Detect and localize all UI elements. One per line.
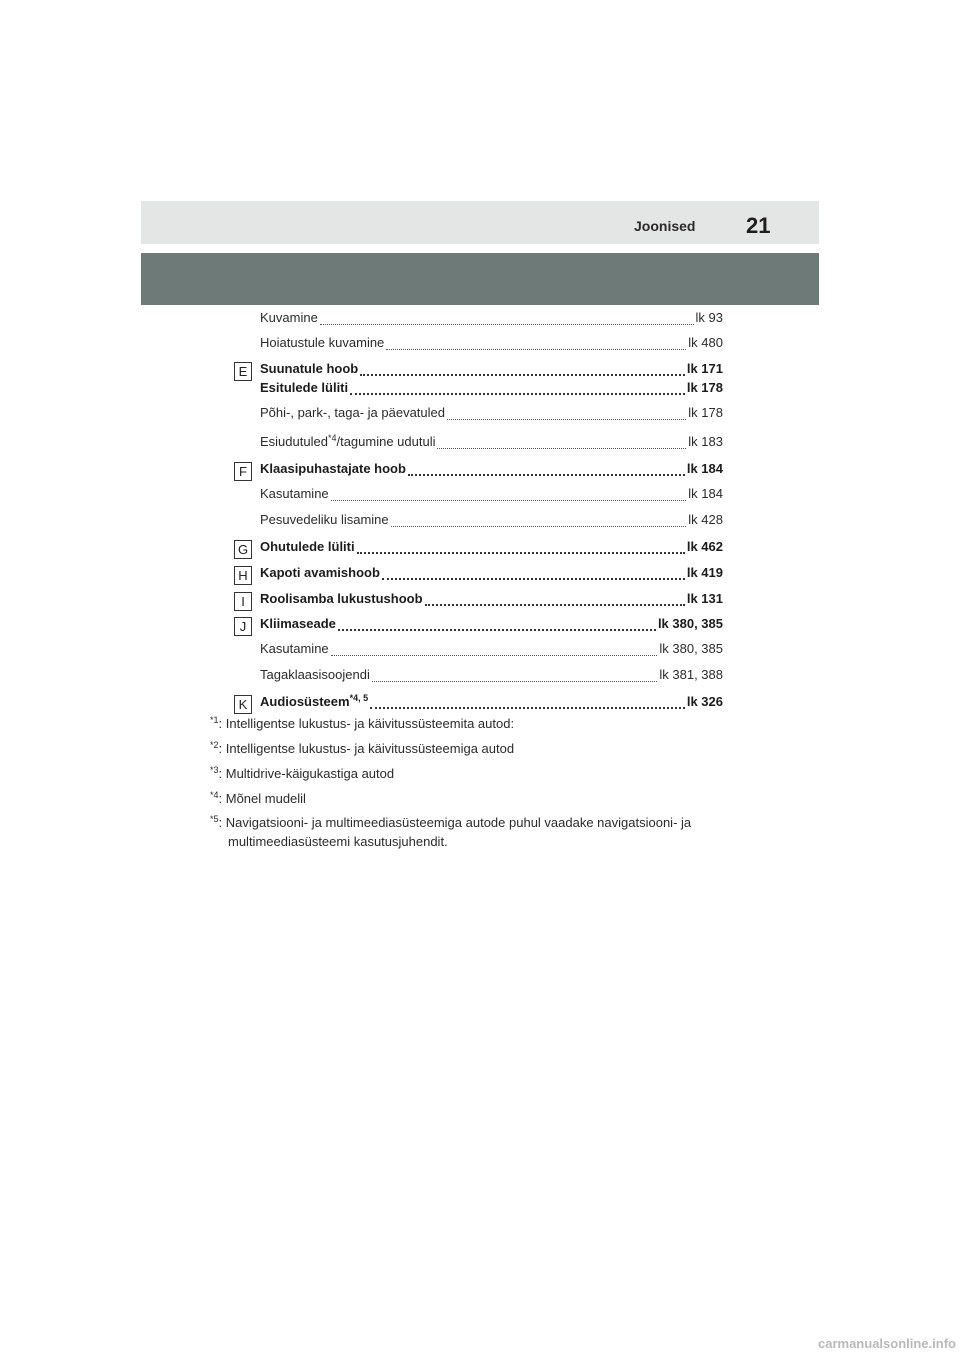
toc-entry-page: lk 93 [695,310,723,325]
footnote-mark: *1 [210,715,219,725]
dot-leader [331,655,658,656]
toc-entry-label [260,512,389,527]
callout-letter-box: J [234,617,252,636]
header-dark-band [141,253,819,305]
dot-leader [391,526,687,527]
toc-entry-label-text: Tagaklaasisoojendi [260,667,370,682]
callout-letter-box: E [234,362,252,381]
toc-entry-label-text: Esiudutuled [260,434,328,449]
section-title: Joonised [634,218,696,234]
toc-entry-label-text: Pesuvedeliku lisamine [260,512,389,527]
toc-entry-label-text: Kliimaseade [260,616,336,631]
toc-entry-label-text: Kapoti avamishoob [260,565,380,580]
toc-entry-label-text: Hoiatustule kuvamine [260,335,385,350]
page-number: 21 [746,213,771,238]
header-bar [141,201,819,244]
dot-leader [360,374,685,376]
dot-leader [350,393,685,395]
dot-leader [386,349,686,350]
toc-entry[interactable] [260,641,723,661]
callout-letter-box: H [234,566,252,585]
toc-entry-label-text: Kasutamine [260,486,329,501]
toc-entry-label [260,565,380,580]
dot-leader [357,552,685,554]
toc-entry-page: lk 184 [688,486,723,501]
footnote [210,764,770,783]
footnote-mark: *3 [210,765,219,775]
footnote-text: : Navigatsiooni- ja multimeediasüsteemiga autode puhul vaadake navigatsiooni- ja [218,815,692,830]
footnote [210,813,770,851]
footnote-ref: *4, 5 [349,693,369,703]
toc-entry-page: lk 380, 385 [659,641,723,656]
toc-entry-page: lk 183 [688,434,723,449]
footnote-text: : Mõnel mudelil [218,791,306,806]
callout-letter-box: I [234,592,252,611]
toc-entry[interactable] [260,434,723,454]
toc-entry-label [260,405,445,420]
dot-leader [408,474,685,476]
toc-entry-label [260,694,368,709]
toc-entry-page: lk 480 [688,335,723,350]
dot-leader [320,324,694,325]
footnote-mark: *4 [210,790,219,800]
footnote-mark: *5 [210,814,219,824]
toc-entry-page: lk 171 [686,361,723,376]
toc-entry-label-text: Kasutamine [260,641,329,656]
dot-leader [437,448,686,449]
toc-entry-page: lk 462 [686,539,723,554]
dot-leader [382,578,685,580]
dot-leader [372,681,658,682]
footnote-continuation: multimeediasüsteemi kasutusjuhendit. [228,834,448,849]
toc-entry[interactable] [260,512,723,532]
toc-entry[interactable] [260,565,723,585]
toc-entry-label [260,667,370,682]
toc-entry-label-text: Kuvamine [260,310,318,325]
toc-entry-page: lk 381, 388 [659,667,723,682]
footnote [210,714,770,733]
toc-entry-label [260,335,384,350]
dot-leader [370,707,685,709]
toc-entry[interactable] [260,486,723,506]
toc-entry[interactable] [260,361,723,381]
footnote-text: : Multidrive-käigukastiga autod [218,766,395,781]
toc-entry-label-text: Audiosüsteem [260,694,350,709]
footnote-mark: *2 [210,740,219,750]
toc-entry-label [260,641,329,656]
toc-entry-label-suffix: /tagumine udutuli [336,434,436,449]
toc-entry-label [260,539,355,554]
toc-entry[interactable] [260,616,723,636]
toc-entry[interactable] [260,539,723,559]
toc-entry[interactable] [260,591,723,611]
callout-letter-box: F [234,462,252,481]
toc-entry-label [260,461,406,476]
toc-entry-page: lk 428 [688,512,723,527]
toc-entry-label [260,310,318,325]
toc-entry-page: lk 184 [686,461,723,476]
callout-letter-box: K [234,695,252,714]
toc-entry-page: lk 419 [686,565,723,580]
toc-entry[interactable] [260,335,723,355]
toc-entry-label [260,616,336,631]
toc-entry-label-text: Põhi-, park-, taga- ja päevatuled [260,405,445,420]
toc-entry[interactable] [260,667,723,687]
toc-entry[interactable] [260,694,723,714]
toc-entry-page: lk 326 [686,694,723,709]
footnote-ref: *4 [327,433,337,443]
watermark: carmanualsonline.info [818,1336,956,1351]
toc-entry-page: lk 178 [688,405,723,420]
toc-entry-label-text: Roolisamba lukustushoob [260,591,423,606]
footnote [210,739,770,758]
toc-entry-label [260,591,423,606]
toc-entry[interactable] [260,461,723,481]
toc-entry-label [260,486,329,501]
toc-entry-label [260,434,435,449]
callout-letter-box: G [234,540,252,559]
toc-entry-page: lk 178 [686,380,723,395]
toc-entry[interactable] [260,310,723,330]
toc-entry-label [260,361,358,376]
toc-entry-label-text: Ohutulede lüliti [260,539,355,554]
toc-entry-page: lk 131 [686,591,723,606]
toc-entry-page: lk 380, 385 [657,616,723,631]
toc-entry[interactable] [260,380,723,400]
dot-leader [425,604,685,606]
footnote [210,789,770,808]
toc-entry-label-text: Suunatule hoob [260,361,359,376]
toc-entry-label-text: Klaasipuhastajate hoob [260,461,406,476]
dot-leader [338,629,656,631]
dot-leader [331,500,687,501]
dot-leader [447,419,686,420]
toc-entry-label-text: Esitulede lüliti [260,380,349,395]
toc-entry[interactable] [260,405,723,425]
footnote-text: : Intelligentse lukustus- ja käivitussüsteemiga autod [218,741,515,756]
footnote-text: : Intelligentse lukustus- ja käivitussüsteemita autod: [218,716,515,731]
toc-entry-label [260,380,348,395]
